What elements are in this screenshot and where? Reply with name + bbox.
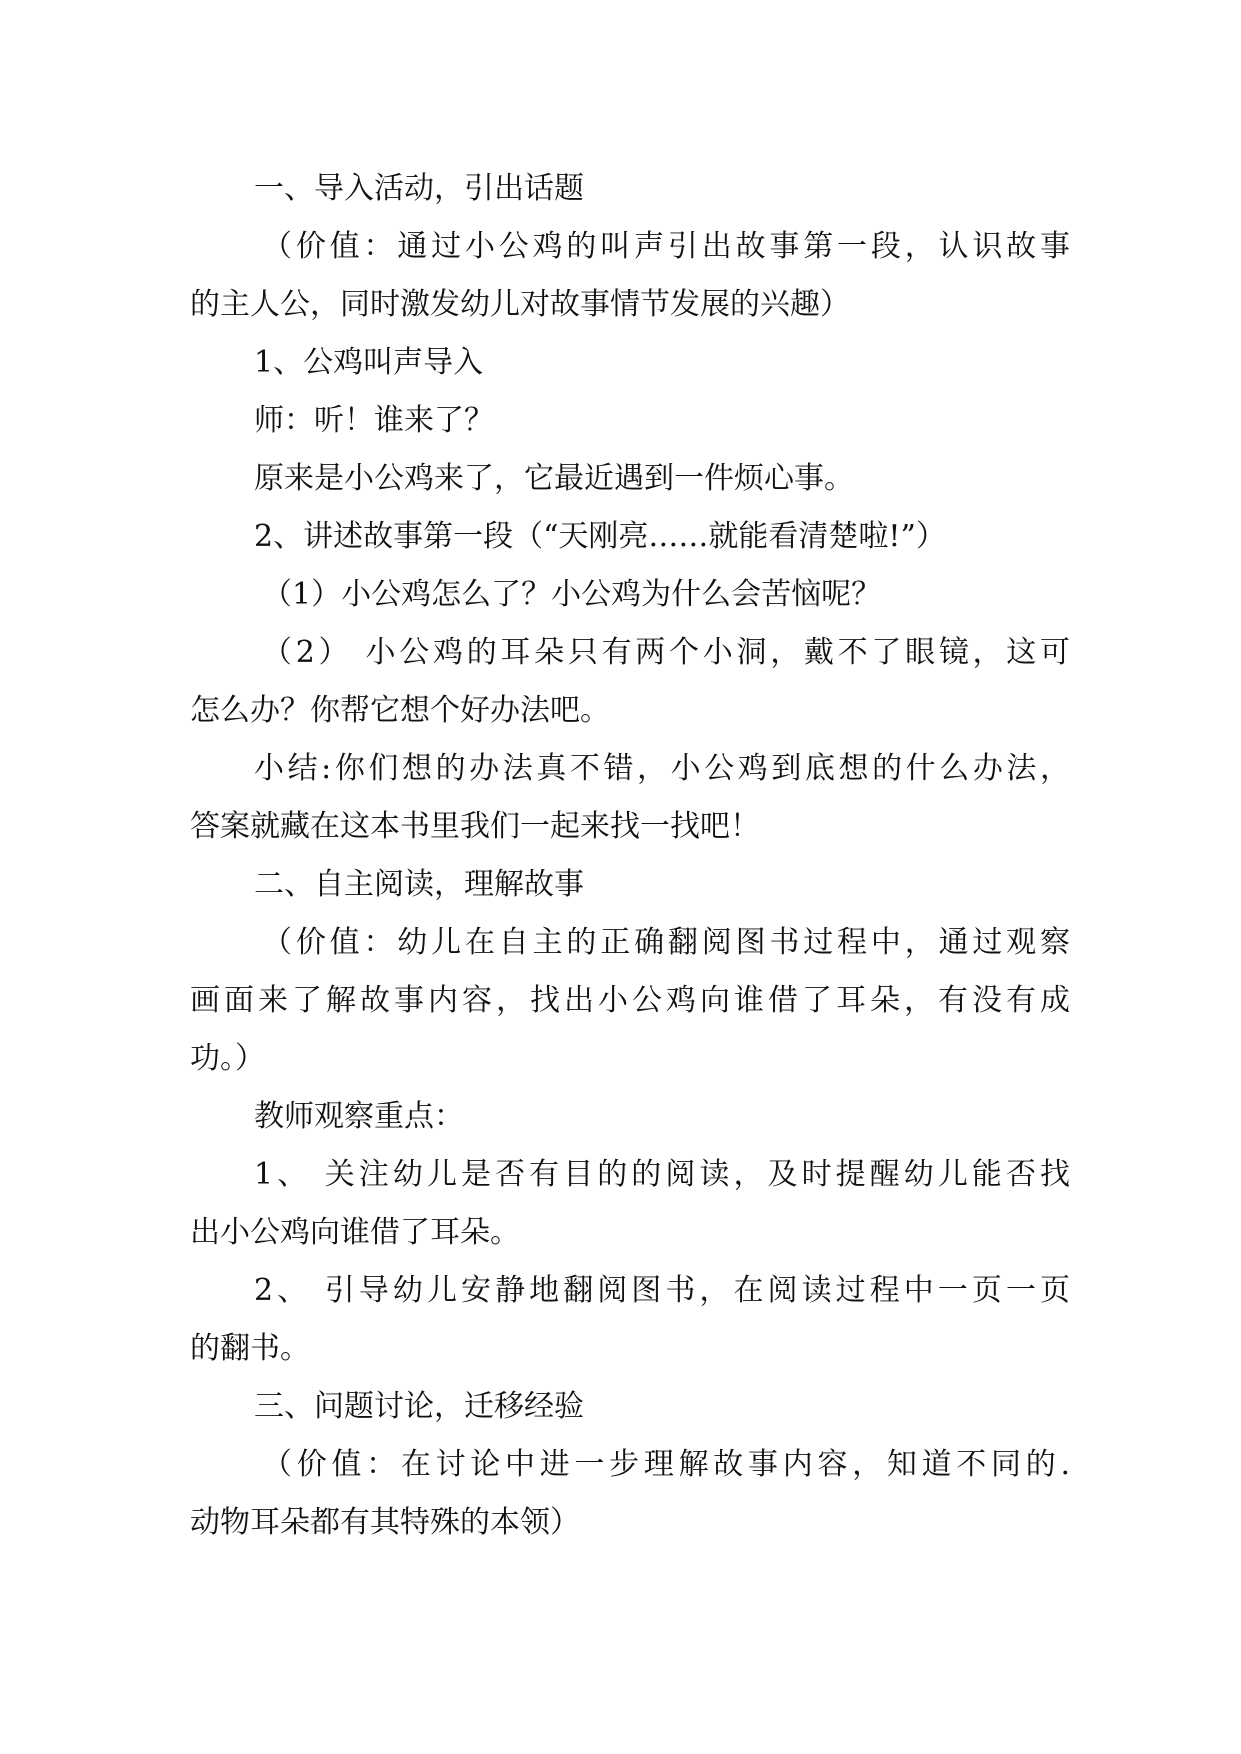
question-2-line-1: （2） 小公鸡的耳朵只有两个小洞，戴不了眼镜，这可 xyxy=(262,635,1070,670)
value-note-1-line-2: 的主人公，同时激发幼儿对故事情节发展的兴趣） xyxy=(190,287,850,322)
summary-line-2: 答案就藏在这本书里我们一起来找一找吧！ xyxy=(190,809,760,844)
observation-heading: 教师观察重点： xyxy=(254,1099,464,1134)
value-note-2-line-2: 画面来了解故事内容，找出小公鸡向谁借了耳朵，有没有成 xyxy=(190,983,1070,1018)
teacher-line: 师：听！谁来了？ xyxy=(254,403,494,438)
section-heading-2: 二、自主阅读，理解故事 xyxy=(254,867,584,902)
summary-line-1: 小结:你们想的办法真不错，小公鸡到底想的什么办法， xyxy=(254,751,1070,786)
step-1-2-heading: 2、讲述故事第一段（“天刚亮……就能看清楚啦!”） xyxy=(254,519,946,554)
story-intro-line: 原来是小公鸡来了，它最近遇到一件烦心事。 xyxy=(254,461,854,496)
section-heading-3: 三、问题讨论，迁移经验 xyxy=(254,1389,584,1424)
question-2-line-2: 怎么办？你帮它想个好办法吧。 xyxy=(190,693,610,728)
observation-2-line-1: 2、 引导幼儿安静地翻阅图书，在阅读过程中一页一页 xyxy=(254,1273,1070,1308)
step-1-1-heading: 1、公鸡叫声导入 xyxy=(254,345,484,380)
question-1: （1）小公鸡怎么了？小公鸡为什么会苦恼呢？ xyxy=(262,577,882,612)
value-note-1-line-1: （价值：通过小公鸡的叫声引出故事第一段，认识故事 xyxy=(262,229,1070,264)
observation-1-line-1: 1、 关注幼儿是否有目的的阅读，及时提醒幼儿能否找 xyxy=(254,1157,1070,1192)
observation-2-line-2: 的翻书。 xyxy=(190,1331,310,1366)
value-note-3-line-2: 动物耳朵都有其特殊的本领） xyxy=(190,1505,580,1540)
value-note-2-line-3: 功。） xyxy=(190,1041,265,1076)
value-note-2-line-1: （价值：幼儿在自主的正确翻阅图书过程中，通过观察 xyxy=(262,925,1070,960)
observation-1-line-2: 出小公鸡向谁借了耳朵。 xyxy=(190,1215,520,1250)
value-note-3-line-1: （价值：在讨论中进一步理解故事内容，知道不同的. xyxy=(262,1447,1070,1482)
document-body xyxy=(190,160,1070,1552)
section-heading-1: 一、导入活动，引出话题 xyxy=(254,171,584,206)
